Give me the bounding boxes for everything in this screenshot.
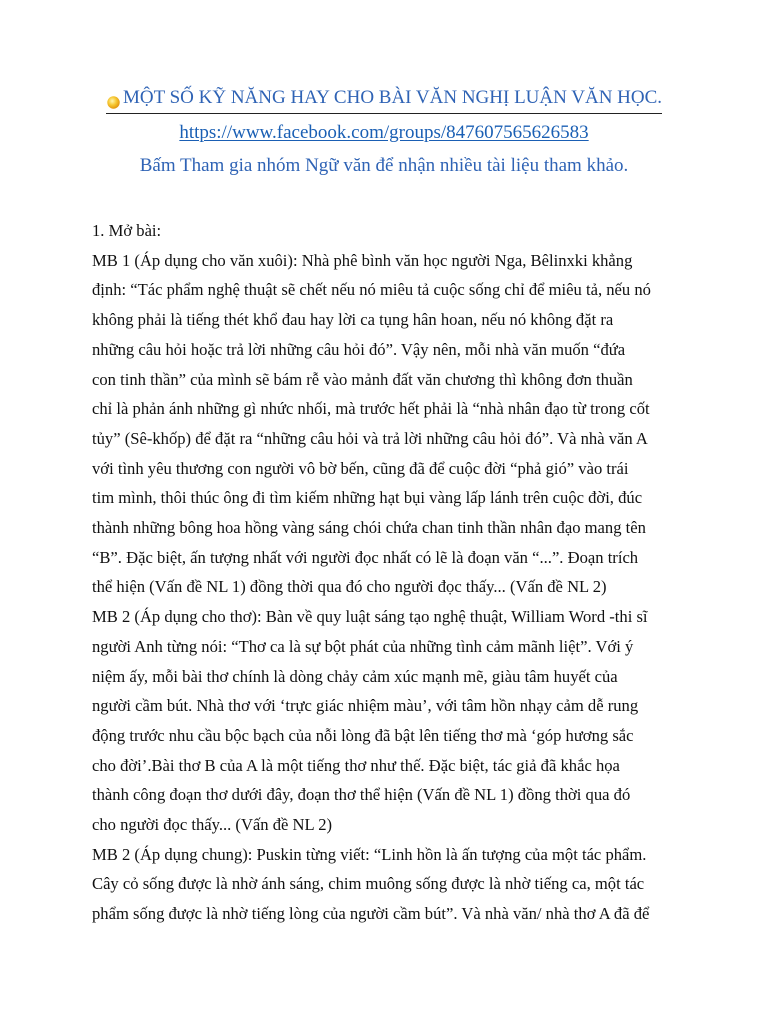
- text-line: phẩm sống được là nhờ tiếng lòng của người cầm bút”. Và nhà văn/ nhà thơ A đã để: [92, 904, 650, 924]
- document-title: [106, 84, 662, 114]
- section-heading: 1. Mở bài:: [92, 221, 162, 240]
- document-title-text: MỘT SỐ KỸ NĂNG HAY CHO BÀI VĂN NGHỊ LUẬN VĂN HỌC.: [122, 87, 663, 108]
- text-line: niệm ấy, mỗi bài thơ chính là dòng chảy cảm xúc mạnh mẽ, giàu tâm huyết của: [92, 666, 618, 686]
- text-line: thành những bông hoa hồng vàng sáng chói chứa chan tinh thần nhân đạo mang tên: [92, 518, 646, 538]
- text-line: MB 2 (Áp dụng cho thơ): Bàn về quy luật sáng tạo nghệ thuật, William Word -thi sĩ: [92, 607, 648, 627]
- document-header: [0, 84, 768, 180]
- text-line: con tinh thần” của mình sẽ bám rễ vào mảnh đất văn chương thì không đơn thuần: [92, 369, 633, 389]
- document-body: [92, 216, 704, 929]
- text-line: với tình yêu thương con người vô bờ bến, cũng đã để cuộc đời “phả gió” vào trái: [92, 458, 629, 478]
- text-line: thể hiện (Vấn đề NL 1) đồng thời qua đó cho người đọc thấy... (Vấn đề NL 2): [92, 577, 607, 597]
- text-line: cho đời’.Bài thơ B của A là một tiếng thơ như thế. Đặc biệt, tác giả đã khắc họa: [92, 755, 620, 775]
- text-line: Cây cỏ sống được là nhờ ánh sáng, chim muông sống được là nhờ tiếng ca, một tác: [92, 874, 645, 894]
- text-line: MB 2 (Áp dụng chung): Puskin từng viết: “Linh hồn là ấn tượng của một tác phẩm.: [92, 844, 647, 864]
- text-line: tim mình, thôi thúc ông đi tìm kiếm những hạt bụi vàng lấp lánh trên cuộc đời, đúc: [92, 488, 643, 508]
- text-line: cho người đọc thấy... (Vấn đề NL 2): [92, 815, 333, 835]
- text-line: thành công đoạn thơ dưới đây, đoạn thơ thể hiện (Vấn đề NL 1) đồng thời qua đó: [92, 785, 631, 805]
- text-line: tủy” (Sê-khốp) để đặt ra “những câu hỏi và trả lời những câu hỏi đó”. Và nhà văn A: [92, 428, 648, 448]
- invite-text: Bấm Tham gia nhóm Ngữ văn để nhận nhiều tài liệu tham khảo.: [139, 154, 629, 176]
- facebook-group-link[interactable]: https://www.facebook.com/groups/847607565626583: [179, 121, 589, 143]
- text-line: “B”. Đặc biệt, ấn tượng nhất với người đọc nhất có lẽ là đoạn văn “...”. Đoạn trích: [92, 547, 639, 567]
- text-line: người Anh từng nói: “Thơ ca là sự bột phát của những tình cảm mãnh liệt”. Với ý: [92, 636, 634, 656]
- text-line: người cầm bút. Nhà thơ với ‘trực giác nhiệm màu’, với tâm hồn nhạy cảm dễ rung: [92, 696, 639, 716]
- text-line: định: “Tác phẩm nghệ thuật sẽ chết nếu nó miêu tả cuộc sống chỉ để miêu tả, nếu nó: [92, 280, 651, 300]
- text-line: chỉ là phản ánh những gì nhức nhối, mà trước hết phải là “nhà nhân đạo từ trong cốt: [92, 399, 650, 419]
- text-line: những câu hỏi hoặc trả lời những câu hỏi đó”. Vậy nên, mỗi nhà văn muốn “đứa: [92, 339, 626, 359]
- text-line: MB 1 (Áp dụng cho văn xuôi): Nhà phê bình văn học người Nga, Bêlinxki khẳng: [92, 250, 633, 270]
- text-line: không phải là tiếng thét khổ đau hay lời ca tụng hân hoan, nếu nó không đặt ra: [92, 310, 614, 330]
- sun-icon: [106, 91, 121, 106]
- text-line: động trước nhu cầu bộc bạch của nỗi lòng đã bật lên tiếng thơ mà ‘góp hương sắc: [92, 725, 634, 745]
